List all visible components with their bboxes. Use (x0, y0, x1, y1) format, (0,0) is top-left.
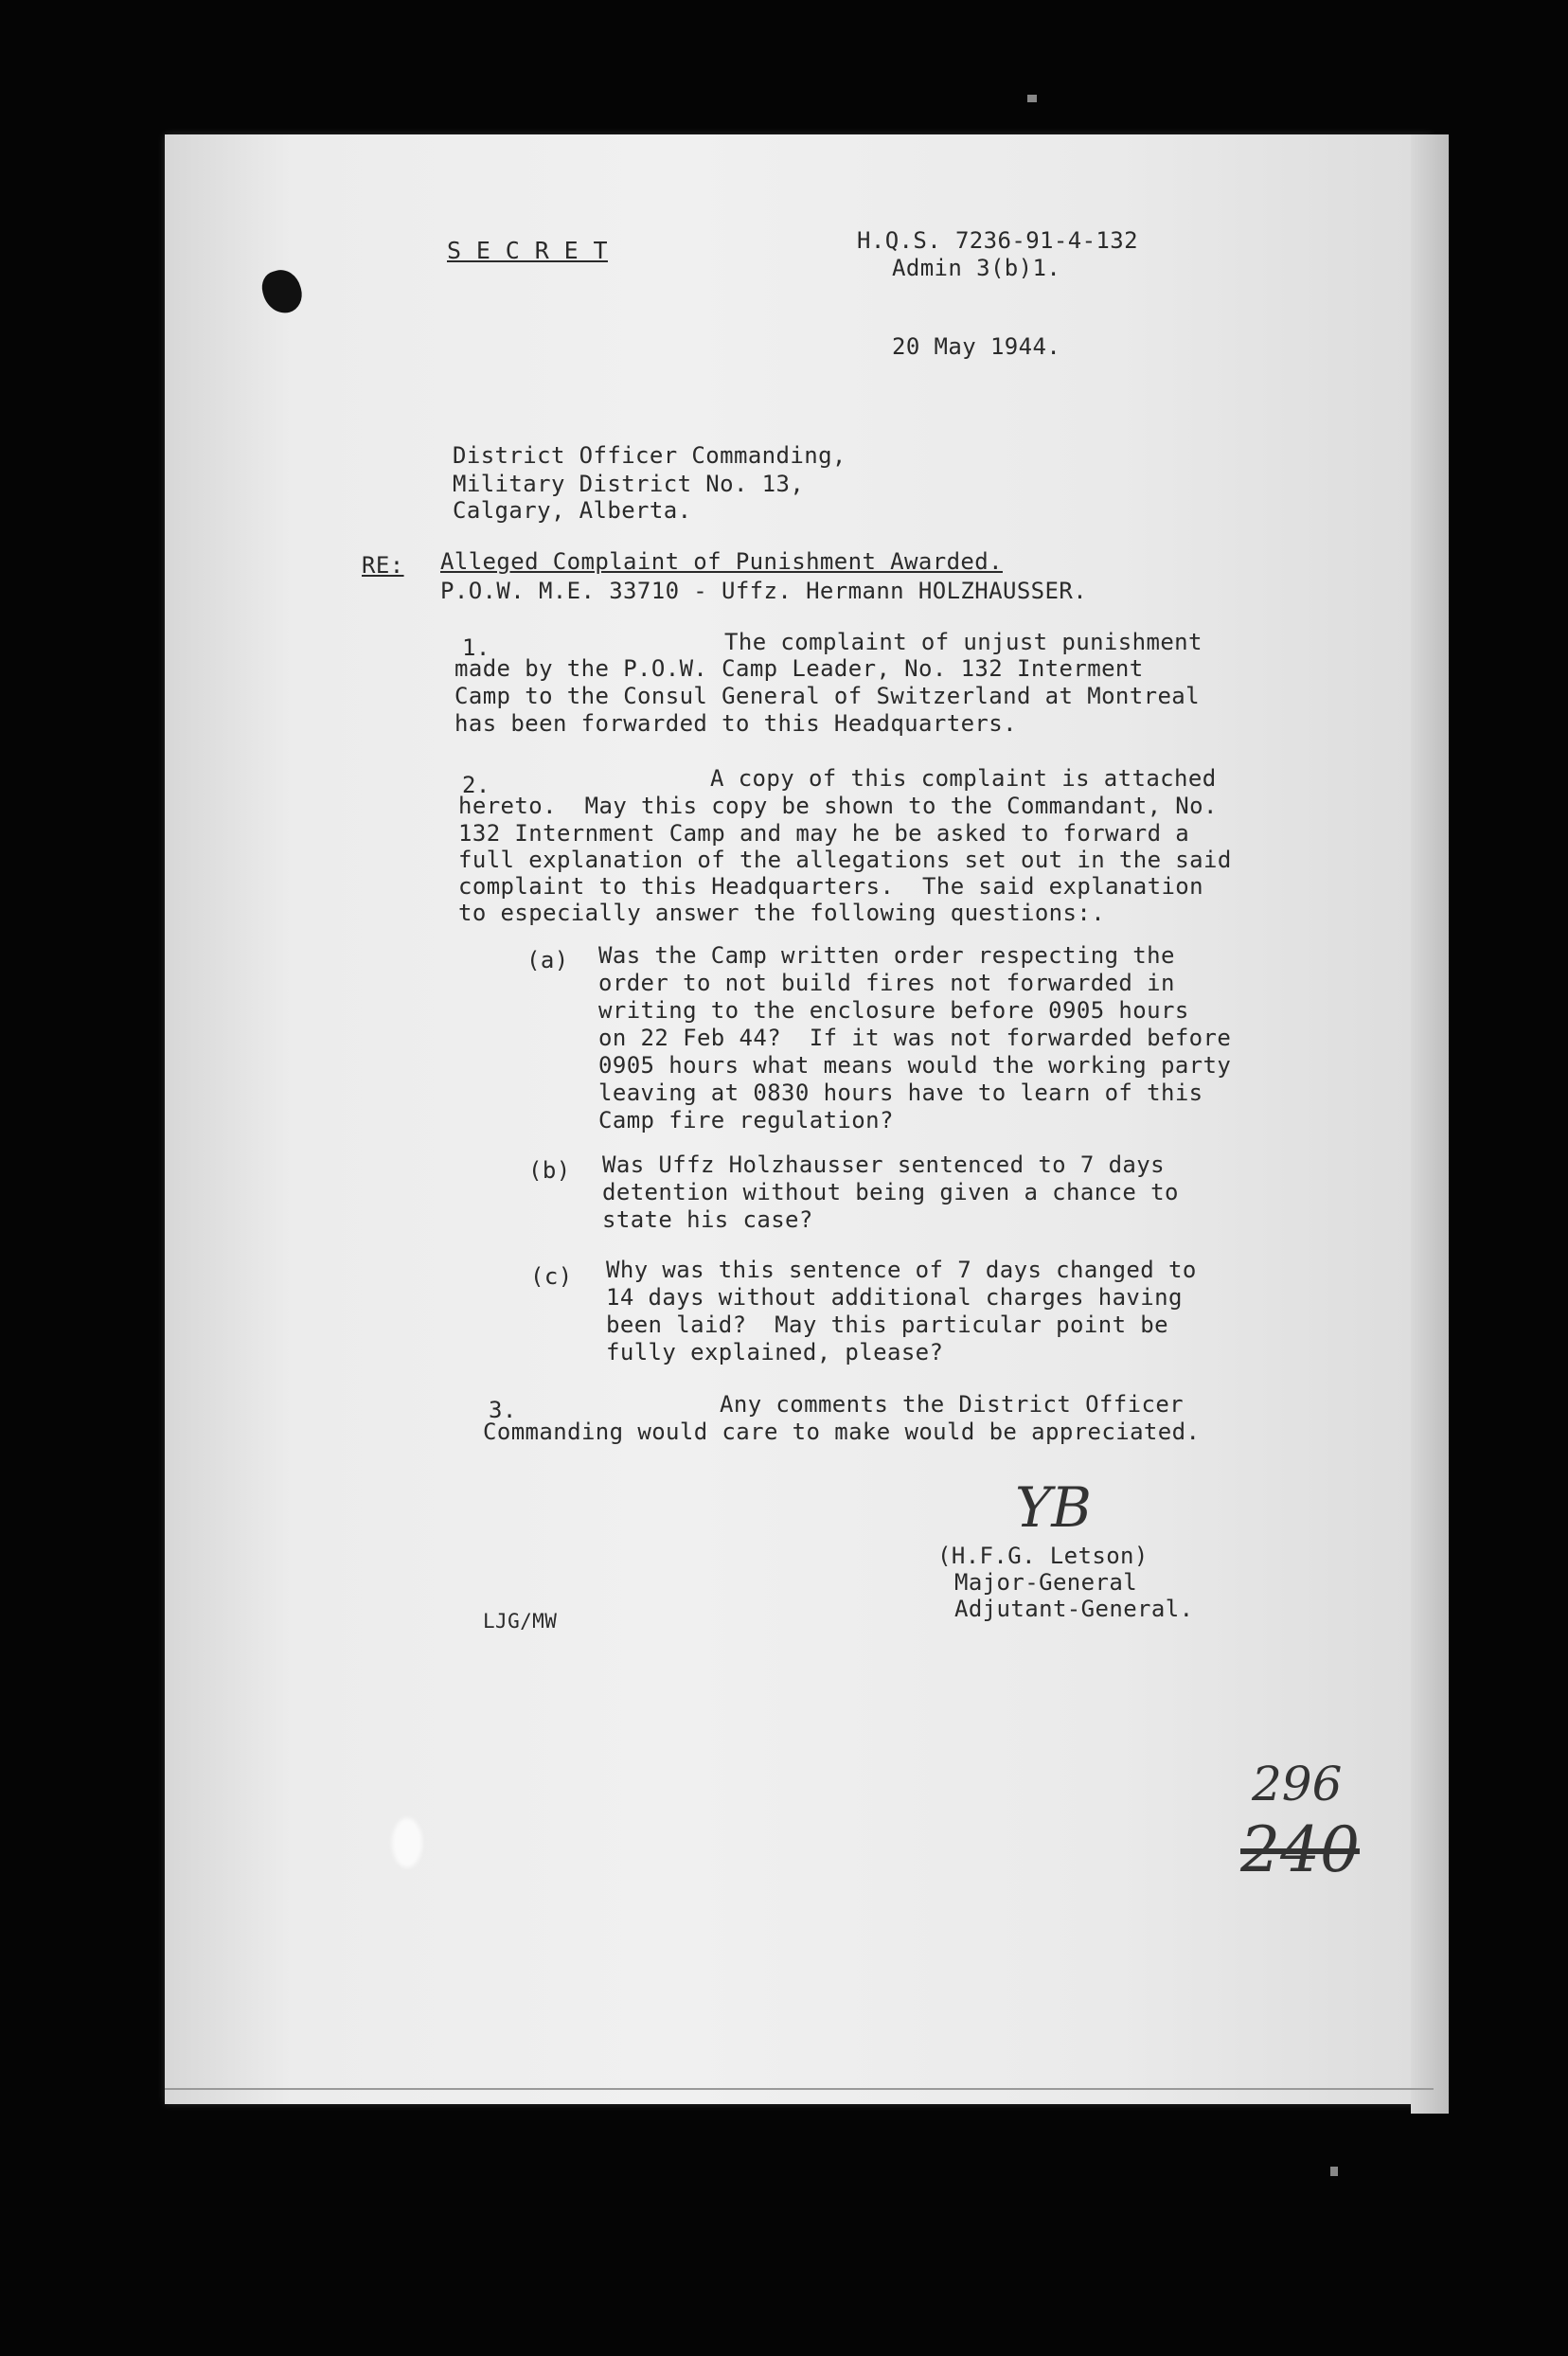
paragraph-number: 3. (489, 1397, 517, 1423)
question-line: 14 days without additional charges having (606, 1284, 1183, 1311)
question-line: detention without being given a chance to (602, 1179, 1179, 1205)
paragraph-line: hereto. May this copy be shown to the Commandant, No. (458, 793, 1218, 819)
question-line: leaving at 0830 hours have to learn of this (598, 1080, 1203, 1106)
question-line: order to not build fires not forwarded in (598, 970, 1175, 996)
subject-line: Alleged Complaint of Punishment Awarded. (440, 548, 1003, 575)
page-number-handwritten: 296 (1252, 1757, 1343, 1812)
file-admin-ref: Admin 3(b)1. (892, 255, 1061, 281)
paragraph-line: full explanation of the allegations set out in the said (458, 847, 1232, 873)
paragraph-line: Commanding would care to make would be appreciated. (483, 1419, 1201, 1445)
addressee-line: Calgary, Alberta. (453, 497, 692, 524)
paragraph-line: has been forwarded to this Headquarters. (454, 710, 1017, 737)
paragraph-line: to especially answer the following questions:. (458, 900, 1106, 926)
question-line: Why was this sentence of 7 days changed to (606, 1257, 1197, 1283)
signatory-name: (H.F.G. Letson) (937, 1543, 1149, 1569)
paragraph-line: 132 Internment Camp and may he be asked to forward a (458, 820, 1190, 847)
question-line: been laid? May this particular point be (606, 1312, 1168, 1338)
paragraph-line: Camp to the Consul General of Switzerland at Montreal (454, 683, 1201, 709)
signatory-rank: Major-General (954, 1569, 1138, 1596)
bottom-rule (165, 2088, 1434, 2090)
sheet-edge (1411, 134, 1449, 2114)
classification-secret: S E C R E T (447, 237, 608, 264)
paragraph-line: A copy of this complaint is attached (710, 765, 1217, 792)
file-reference: H.Q.S. 7236-91-4-132 (857, 227, 1138, 254)
paper-blemish (392, 1818, 422, 1867)
paragraph-line: Any comments the District Officer (720, 1391, 1185, 1418)
question-label: (b) (528, 1157, 571, 1184)
film-speck (1027, 95, 1037, 102)
question-line: writing to the enclosure before 0905 hours (598, 997, 1189, 1024)
typist-reference: LJG/MW (483, 1610, 558, 1633)
addressee-line: District Officer Commanding, (453, 442, 846, 469)
question-line: Was the Camp written order respecting the (598, 942, 1175, 969)
paragraph-line: The complaint of unjust punishment (724, 629, 1203, 655)
paragraph-line: complaint to this Headquarters. The said explanation (458, 873, 1204, 900)
paragraph-number: 1. (462, 634, 490, 661)
question-line: on 22 Feb 44? If it was not forwarded before (598, 1025, 1232, 1051)
film-speck (1330, 2167, 1338, 2176)
subject-re-label: RE: (362, 552, 404, 579)
handwritten-initials: YB (1015, 1475, 1092, 1540)
question-line: Camp fire regulation? (598, 1107, 894, 1133)
page-number-struck: 240 (1240, 1813, 1360, 1886)
question-line: fully explained, please? (606, 1339, 944, 1365)
question-label: (c) (530, 1263, 573, 1290)
question-label: (a) (526, 947, 569, 973)
paragraph-number: 2. (462, 772, 490, 798)
subject-prisoner-line: P.O.W. M.E. 33710 - Uffz. Hermann HOLZHAUSSER. (440, 578, 1088, 604)
question-line: 0905 hours what means would the working party (598, 1052, 1232, 1079)
question-line: Was Uffz Holzhausser sentenced to 7 days (602, 1151, 1165, 1178)
paragraph-line: made by the P.O.W. Camp Leader, No. 132 Interment (454, 655, 1144, 682)
addressee-line: Military District No. 13, (453, 471, 805, 497)
question-line: state his case? (602, 1206, 813, 1233)
letter-date: 20 May 1944. (892, 333, 1061, 360)
signatory-title: Adjutant-General. (954, 1596, 1194, 1622)
